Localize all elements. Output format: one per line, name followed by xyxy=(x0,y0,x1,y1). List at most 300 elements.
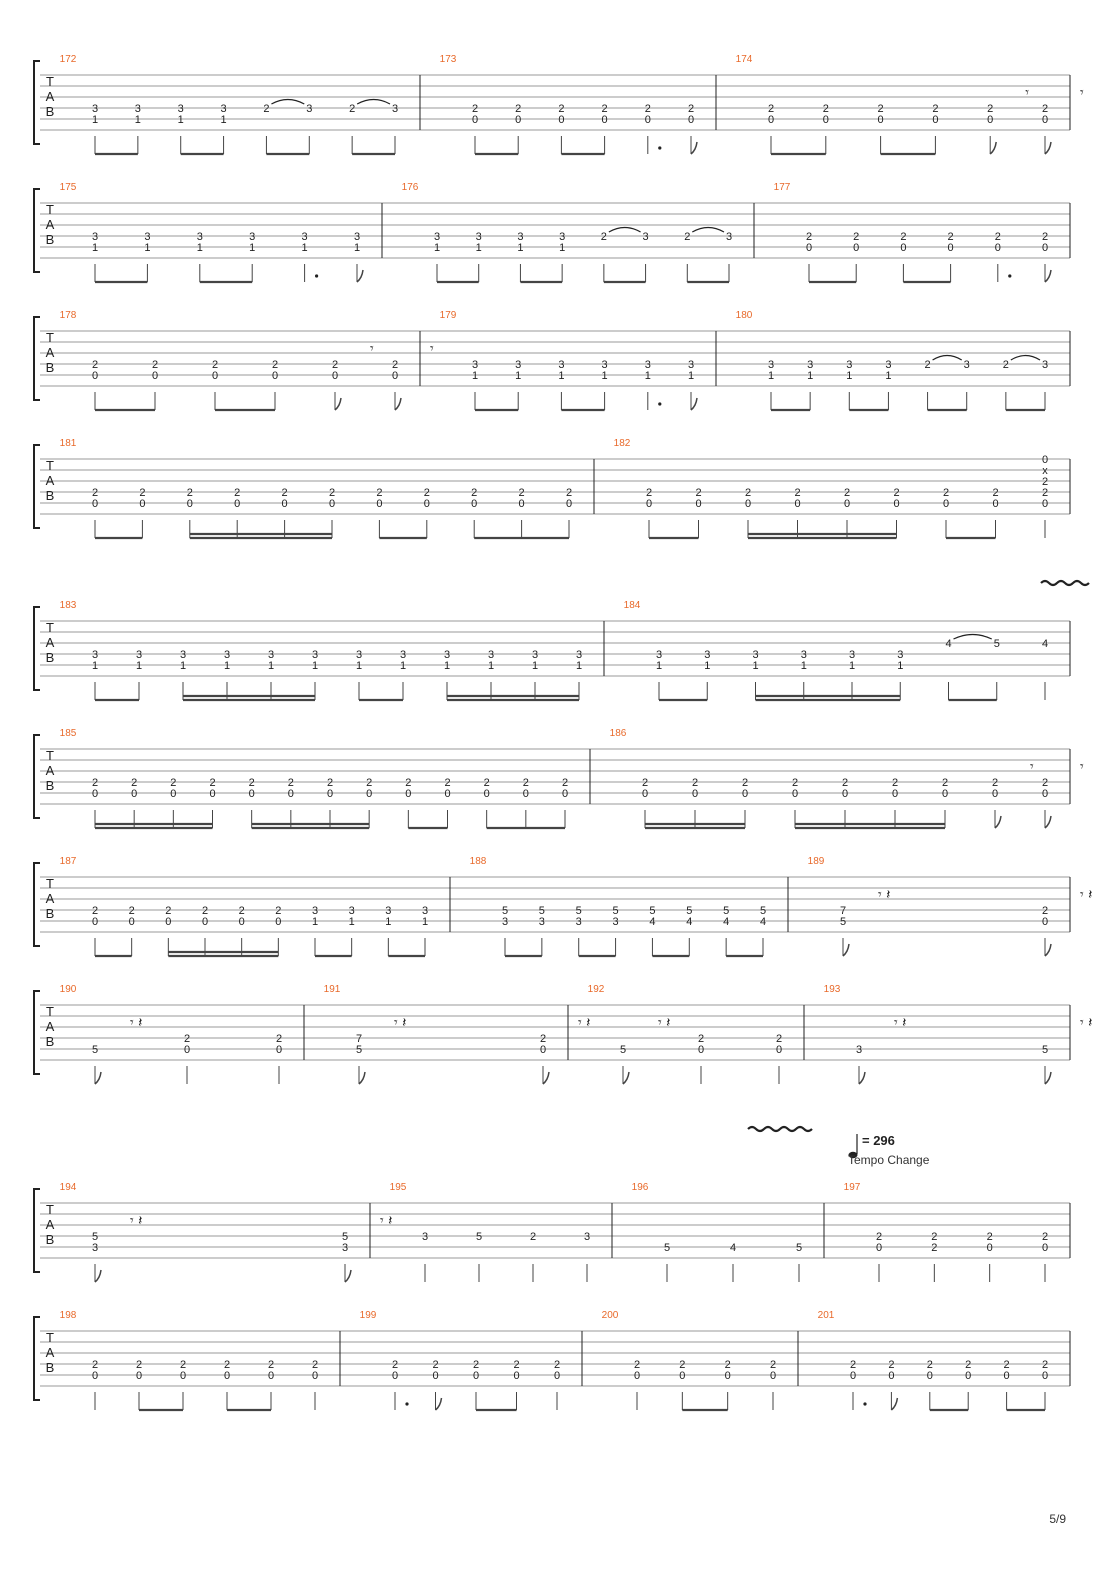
fret-number: 3 xyxy=(487,649,495,661)
fret-number: 2 xyxy=(644,103,651,115)
system-bracket xyxy=(34,863,40,946)
fret-number: 2 xyxy=(679,1359,686,1371)
fret-number: 3 xyxy=(642,231,649,243)
tie-arc xyxy=(933,356,962,361)
fret-number: 0 xyxy=(941,788,949,800)
fret-number: 3 xyxy=(848,649,856,661)
fret-number: 2 xyxy=(769,1359,777,1371)
fret-number: 0 xyxy=(775,1044,783,1056)
fret-number: 3 xyxy=(421,1231,429,1243)
fret-number: 0 xyxy=(471,498,478,510)
rest-symbol: 𝄾 xyxy=(1030,759,1034,775)
fret-number: 0 xyxy=(794,498,801,510)
fret-number: 0 xyxy=(275,916,282,928)
fret-number: 0 xyxy=(679,1370,686,1382)
fret-number: 0 xyxy=(558,114,565,126)
fret-number: 3 xyxy=(800,649,807,661)
fret-number: 0 xyxy=(644,114,651,126)
note-flag xyxy=(1045,944,1051,956)
fret-number: 0 xyxy=(641,788,649,800)
rest-symbol: 𝄾 xyxy=(430,341,434,357)
fret-number: 0 xyxy=(601,114,608,126)
fret-number: 3 xyxy=(601,359,608,371)
fret-number: 3 xyxy=(1041,359,1049,371)
fret-number: 2 xyxy=(471,487,478,499)
rest-symbol: 𝄾 𝄽 xyxy=(394,1015,407,1031)
fret-number: 0 xyxy=(405,788,412,800)
fret-number: 0 xyxy=(875,1242,883,1254)
fret-number: 2 xyxy=(931,1242,938,1254)
fret-number: 3 xyxy=(179,649,187,661)
tab-clef-letter: A xyxy=(45,1345,55,1360)
fret-number: 2 xyxy=(891,777,899,789)
rest-symbol: 𝄾 𝄽 xyxy=(878,887,891,903)
bar-number: 180 xyxy=(735,310,753,321)
fret-number: 2 xyxy=(942,487,950,499)
fret-number: 2 xyxy=(992,487,999,499)
fret-number: 3 xyxy=(341,1242,349,1254)
bar-number: 188 xyxy=(469,856,487,867)
fret-number: 3 xyxy=(134,103,141,115)
fret-number: 1 xyxy=(846,370,853,382)
fret-number: 2 xyxy=(391,1359,399,1371)
dot-marker xyxy=(315,274,318,277)
dot-marker xyxy=(658,146,661,149)
fret-number: 0 xyxy=(853,242,860,254)
fret-number: 2 xyxy=(91,487,99,499)
tab-clef-letter: T xyxy=(46,330,54,345)
system-bracket xyxy=(34,735,40,818)
tab-clef-letter: A xyxy=(45,1217,55,1232)
fret-number: 3 xyxy=(306,103,313,115)
tab-clef-letter: A xyxy=(45,89,55,104)
fret-number: 0 xyxy=(877,114,884,126)
fret-number: 0 xyxy=(522,788,529,800)
page-number: 5/9 xyxy=(1049,1512,1066,1526)
fret-number: 1 xyxy=(487,660,495,672)
fret-number: x xyxy=(1042,465,1048,477)
fret-number: 2 xyxy=(687,103,695,115)
system-bracket xyxy=(34,991,40,1074)
fret-number: 2 xyxy=(641,777,649,789)
fret-number: 2 xyxy=(513,1359,520,1371)
fret-number: 3 xyxy=(267,649,275,661)
fret-number: 0 xyxy=(483,788,490,800)
fret-number: 3 xyxy=(385,905,392,917)
fret-number: 1 xyxy=(421,916,429,928)
fret-number: 2 xyxy=(366,777,373,789)
fret-number: 1 xyxy=(353,242,361,254)
tab-clef-letter: T xyxy=(46,748,54,763)
fret-number: 1 xyxy=(433,242,441,254)
fret-number: 0 xyxy=(822,114,829,126)
tab-clef-letter: A xyxy=(45,1019,55,1034)
fret-number: 1 xyxy=(704,660,711,672)
fret-number: 0 xyxy=(91,916,99,928)
fret-number: 0 xyxy=(234,498,241,510)
fret-number: 0 xyxy=(805,242,813,254)
fret-number: 0 xyxy=(135,1370,143,1382)
fret-number: 0 xyxy=(331,370,339,382)
fret-number: 3 xyxy=(767,359,775,371)
fret-number: 0 xyxy=(539,1044,547,1056)
fret-number: 0 xyxy=(695,498,702,510)
rest-symbol: 𝄾 xyxy=(1025,85,1029,101)
fret-number: 0 xyxy=(900,242,907,254)
tab-clef-letter: B xyxy=(45,232,55,247)
fret-number: 2 xyxy=(875,1231,883,1243)
fret-number: 1 xyxy=(177,114,184,126)
bar-number: 200 xyxy=(601,1310,619,1321)
fret-number: 2 xyxy=(947,231,954,243)
fret-number: 2 xyxy=(211,359,219,371)
fret-number: 3 xyxy=(725,231,733,243)
fret-number: 0 xyxy=(91,788,99,800)
fret-number: 2 xyxy=(331,359,339,371)
fret-number: 1 xyxy=(475,242,482,254)
note-flag xyxy=(691,142,697,154)
fret-number: 0 xyxy=(391,370,399,382)
fret-number: 0 xyxy=(326,788,334,800)
bar-number: 191 xyxy=(323,984,341,995)
fret-number: 2 xyxy=(794,487,801,499)
tab-clef-letter: B xyxy=(45,488,55,503)
bar-number: 199 xyxy=(359,1310,377,1321)
fret-number: 2 xyxy=(267,1359,275,1371)
fret-number: 2 xyxy=(645,487,653,499)
bar-number: 186 xyxy=(609,728,627,739)
fret-number: 0 xyxy=(376,498,383,510)
fret-number: 2 xyxy=(843,487,851,499)
dot-marker xyxy=(863,1402,866,1405)
fret-number: 2 xyxy=(405,777,412,789)
fret-number: 2 xyxy=(179,1359,187,1371)
bar-number: 174 xyxy=(735,54,753,65)
fret-number: 2 xyxy=(1041,103,1049,115)
fret-number: 2 xyxy=(941,777,949,789)
fret-number: 3 xyxy=(704,649,711,661)
fret-number: 1 xyxy=(807,370,814,382)
fret-number: 3 xyxy=(612,916,619,928)
fret-number: 0 xyxy=(472,1370,480,1382)
tab-clef-letter: T xyxy=(46,1330,54,1345)
fret-number: 0 xyxy=(281,498,288,510)
bar-number: 175 xyxy=(59,182,77,193)
fret-number: 4 xyxy=(723,916,730,928)
fret-number: 0 xyxy=(691,788,699,800)
fret-number: 2 xyxy=(223,1359,231,1371)
tab-clef-letter: B xyxy=(45,906,55,921)
fret-number: 0 xyxy=(328,498,336,510)
fret-number: 2 xyxy=(271,359,279,371)
fret-number: 0 xyxy=(471,114,479,126)
fret-number: 0 xyxy=(645,498,653,510)
fret-number: 2 xyxy=(238,905,245,917)
fret-number: 2 xyxy=(91,359,99,371)
fret-number: 3 xyxy=(538,916,545,928)
note-flag xyxy=(990,142,996,154)
fret-number: 2 xyxy=(775,1033,783,1045)
fret-number: 2 xyxy=(932,103,939,115)
fret-number: 0 xyxy=(1041,1370,1049,1382)
bar-number: 179 xyxy=(439,310,457,321)
tab-clef-letter: T xyxy=(46,74,54,89)
fret-number: 2 xyxy=(209,777,216,789)
bar-number: 181 xyxy=(59,438,77,449)
fret-number: 3 xyxy=(249,231,256,243)
fret-number: 2 xyxy=(600,231,607,243)
fret-number: 1 xyxy=(311,916,319,928)
fret-number: 1 xyxy=(559,242,566,254)
fret-number: 2 xyxy=(822,103,829,115)
tab-clef-letter: B xyxy=(45,360,55,375)
fret-number: 1 xyxy=(385,916,392,928)
fret-number: 1 xyxy=(471,370,479,382)
fret-number: 1 xyxy=(249,242,256,254)
system-bracket xyxy=(34,445,40,528)
fret-number: 2 xyxy=(684,231,691,243)
fret-number: 2 xyxy=(91,1359,99,1371)
tie-arc xyxy=(609,228,641,233)
fret-number: 2 xyxy=(539,1033,547,1045)
dot-marker xyxy=(658,402,661,405)
fret-number: 1 xyxy=(800,660,807,672)
fret-number: 0 xyxy=(1041,114,1049,126)
fret-number: 4 xyxy=(759,916,767,928)
tab-clef-letter: B xyxy=(45,1360,55,1375)
tie-arc xyxy=(954,635,992,640)
fret-number: 0 xyxy=(515,114,522,126)
note-flag xyxy=(95,1072,101,1084)
fret-number: 0 xyxy=(767,114,775,126)
note-flag xyxy=(843,944,849,956)
fret-number: 0 xyxy=(366,788,373,800)
fret-number: 0 xyxy=(687,114,695,126)
tempo-value: = 296 xyxy=(862,1133,895,1148)
fret-number: 2 xyxy=(471,103,479,115)
fret-number: 0 xyxy=(267,1370,275,1382)
fret-number: 2 xyxy=(139,487,146,499)
dot-marker xyxy=(1008,274,1011,277)
fret-number: 0 xyxy=(271,370,279,382)
fret-number: 2 xyxy=(483,777,490,789)
note-flag xyxy=(1045,1072,1051,1084)
fret-number: 2 xyxy=(1041,487,1049,499)
fret-number: 5 xyxy=(723,905,730,917)
vibrato-mark xyxy=(1041,581,1089,585)
fret-number: 0 xyxy=(209,788,216,800)
fret-number: 5 xyxy=(686,905,693,917)
tab-clef-letter: B xyxy=(45,778,55,793)
bar-number: 182 xyxy=(613,438,631,449)
bar-number: 189 xyxy=(807,856,825,867)
fret-number: 2 xyxy=(924,359,931,371)
bar-number: 176 xyxy=(401,182,419,193)
fret-number: 2 xyxy=(744,487,752,499)
fret-number: 2 xyxy=(741,777,749,789)
fret-number: 2 xyxy=(515,103,522,115)
fret-number: 3 xyxy=(91,103,99,115)
fret-number: 0 xyxy=(1041,498,1049,510)
fret-number: 0 xyxy=(91,370,99,382)
fret-number: 0 xyxy=(518,498,525,510)
fret-number: 1 xyxy=(517,242,524,254)
fret-number: 3 xyxy=(963,359,970,371)
fret-number: 0 xyxy=(275,1044,283,1056)
tempo-label: Tempo Change xyxy=(848,1153,930,1167)
bar-number: 177 xyxy=(773,182,791,193)
fret-number: 0 xyxy=(186,498,193,510)
fret-number: 1 xyxy=(655,660,663,672)
fret-number: 2 xyxy=(529,1231,537,1243)
fret-number: 4 xyxy=(649,916,656,928)
fret-number: 0 xyxy=(223,1370,231,1382)
fret-number: 2 xyxy=(877,103,884,115)
fret-number: 2 xyxy=(522,777,529,789)
fret-number: 2 xyxy=(791,777,799,789)
fret-number: 5 xyxy=(1041,1044,1049,1056)
fret-number: 0 xyxy=(183,1044,191,1056)
fret-number: 0 xyxy=(891,788,899,800)
fret-number: 3 xyxy=(885,359,892,371)
fret-number: 1 xyxy=(348,916,355,928)
note-flag xyxy=(345,1270,351,1282)
note-flag xyxy=(395,398,401,410)
fret-number: 2 xyxy=(853,231,860,243)
fret-number: 2 xyxy=(1041,905,1049,917)
fret-number: 3 xyxy=(311,649,319,661)
fret-number: 4 xyxy=(686,916,693,928)
fret-number: 0 xyxy=(893,498,900,510)
fret-number: 0 xyxy=(432,1370,439,1382)
note-flag xyxy=(891,1398,897,1410)
tab-clef-letter: T xyxy=(46,202,54,217)
note-flag xyxy=(691,398,697,410)
fret-number: 2 xyxy=(724,1359,731,1371)
fret-number: 0 xyxy=(248,788,255,800)
fret-number: 1 xyxy=(220,114,227,126)
fret-number: 3 xyxy=(687,359,695,371)
tie-arc xyxy=(692,228,724,233)
bar-number: 195 xyxy=(389,1182,407,1193)
fret-number: 5 xyxy=(663,1242,671,1254)
tie-arc xyxy=(1011,356,1040,361)
fret-number: 2 xyxy=(558,103,565,115)
tab-clef-letter: T xyxy=(46,1004,54,1019)
fret-number: 1 xyxy=(91,114,99,126)
fret-number: 2 xyxy=(234,487,241,499)
fret-number: 5 xyxy=(538,905,545,917)
fret-number: 3 xyxy=(433,231,441,243)
bar-number: 194 xyxy=(59,1182,77,1193)
fret-number: 0 xyxy=(942,498,950,510)
fret-number: 0 xyxy=(131,788,138,800)
fret-number: 3 xyxy=(421,905,429,917)
fret-number: 2 xyxy=(633,1359,641,1371)
fret-number: 1 xyxy=(301,242,308,254)
fret-number: 1 xyxy=(443,660,451,672)
tab-clef-letter: T xyxy=(46,1202,54,1217)
tab-clef-letter: B xyxy=(45,1232,55,1247)
fret-number: 0 xyxy=(1003,1370,1010,1382)
bar-number: 192 xyxy=(587,984,605,995)
fret-number: 5 xyxy=(795,1242,803,1254)
fret-number: 2 xyxy=(376,487,383,499)
fret-number: 0 xyxy=(947,242,954,254)
fret-number: 3 xyxy=(575,649,583,661)
tab-clef-letter: B xyxy=(45,104,55,119)
tab-clef-letter: B xyxy=(45,1034,55,1049)
fret-number: 2 xyxy=(201,905,209,917)
note-flag xyxy=(543,1072,549,1084)
fret-number: 3 xyxy=(443,649,451,661)
fret-number: 2 xyxy=(601,103,608,115)
fret-number: 2 xyxy=(248,777,255,789)
fret-number: 2 xyxy=(1041,777,1049,789)
fret-number: 3 xyxy=(897,649,904,661)
rest-symbol: 𝄾 𝄽 xyxy=(578,1015,591,1031)
fret-number: 2 xyxy=(691,777,699,789)
fret-number: 5 xyxy=(839,916,847,928)
fret-number: 0 xyxy=(553,1370,561,1382)
fret-number: 2 xyxy=(281,487,288,499)
fret-number: 2 xyxy=(900,231,907,243)
fret-number: 5 xyxy=(993,638,1000,650)
fret-number: 3 xyxy=(311,905,319,917)
fret-number: 0 xyxy=(841,788,849,800)
bar-number: 197 xyxy=(843,1182,861,1193)
fret-number: 1 xyxy=(91,242,99,254)
bar-number: 184 xyxy=(623,600,641,611)
fret-number: 3 xyxy=(846,359,853,371)
fret-number: 0 xyxy=(91,498,99,510)
fret-number: 1 xyxy=(897,660,904,672)
fret-number: 0 xyxy=(769,1370,777,1382)
fret-number: 1 xyxy=(196,242,203,254)
fret-number: 2 xyxy=(328,487,336,499)
fret-number: 2 xyxy=(349,103,356,115)
system-bracket xyxy=(34,607,40,690)
fret-number: 0 xyxy=(170,788,177,800)
fret-number: 0 xyxy=(965,1370,972,1382)
fret-number: 5 xyxy=(341,1231,349,1243)
fret-number: 0 xyxy=(91,1370,99,1382)
system-bracket xyxy=(34,61,40,144)
fret-number: 2 xyxy=(849,1359,857,1371)
fret-number: 1 xyxy=(134,114,141,126)
fret-number: 2 xyxy=(131,777,138,789)
fret-number: 3 xyxy=(355,649,363,661)
fret-number: 3 xyxy=(471,359,479,371)
note-flag xyxy=(623,1072,629,1084)
fret-number: 1 xyxy=(311,660,319,672)
fret-number: 1 xyxy=(848,660,856,672)
fret-number: 0 xyxy=(139,498,146,510)
fret-number: 5 xyxy=(649,905,656,917)
fret-number: 3 xyxy=(91,231,99,243)
fret-number: 0 xyxy=(744,498,752,510)
bar-number: 173 xyxy=(439,54,457,65)
fret-number: 0 xyxy=(165,916,172,928)
system-bracket xyxy=(34,1189,40,1272)
fret-number: 2 xyxy=(311,1359,319,1371)
fret-number: 2 xyxy=(991,777,999,789)
bar-number: 187 xyxy=(59,856,77,867)
fret-number: 3 xyxy=(583,1231,591,1243)
rest-symbol: 𝄾 xyxy=(1080,85,1084,101)
fret-number: 0 xyxy=(1041,454,1049,466)
fret-number: 3 xyxy=(807,359,814,371)
